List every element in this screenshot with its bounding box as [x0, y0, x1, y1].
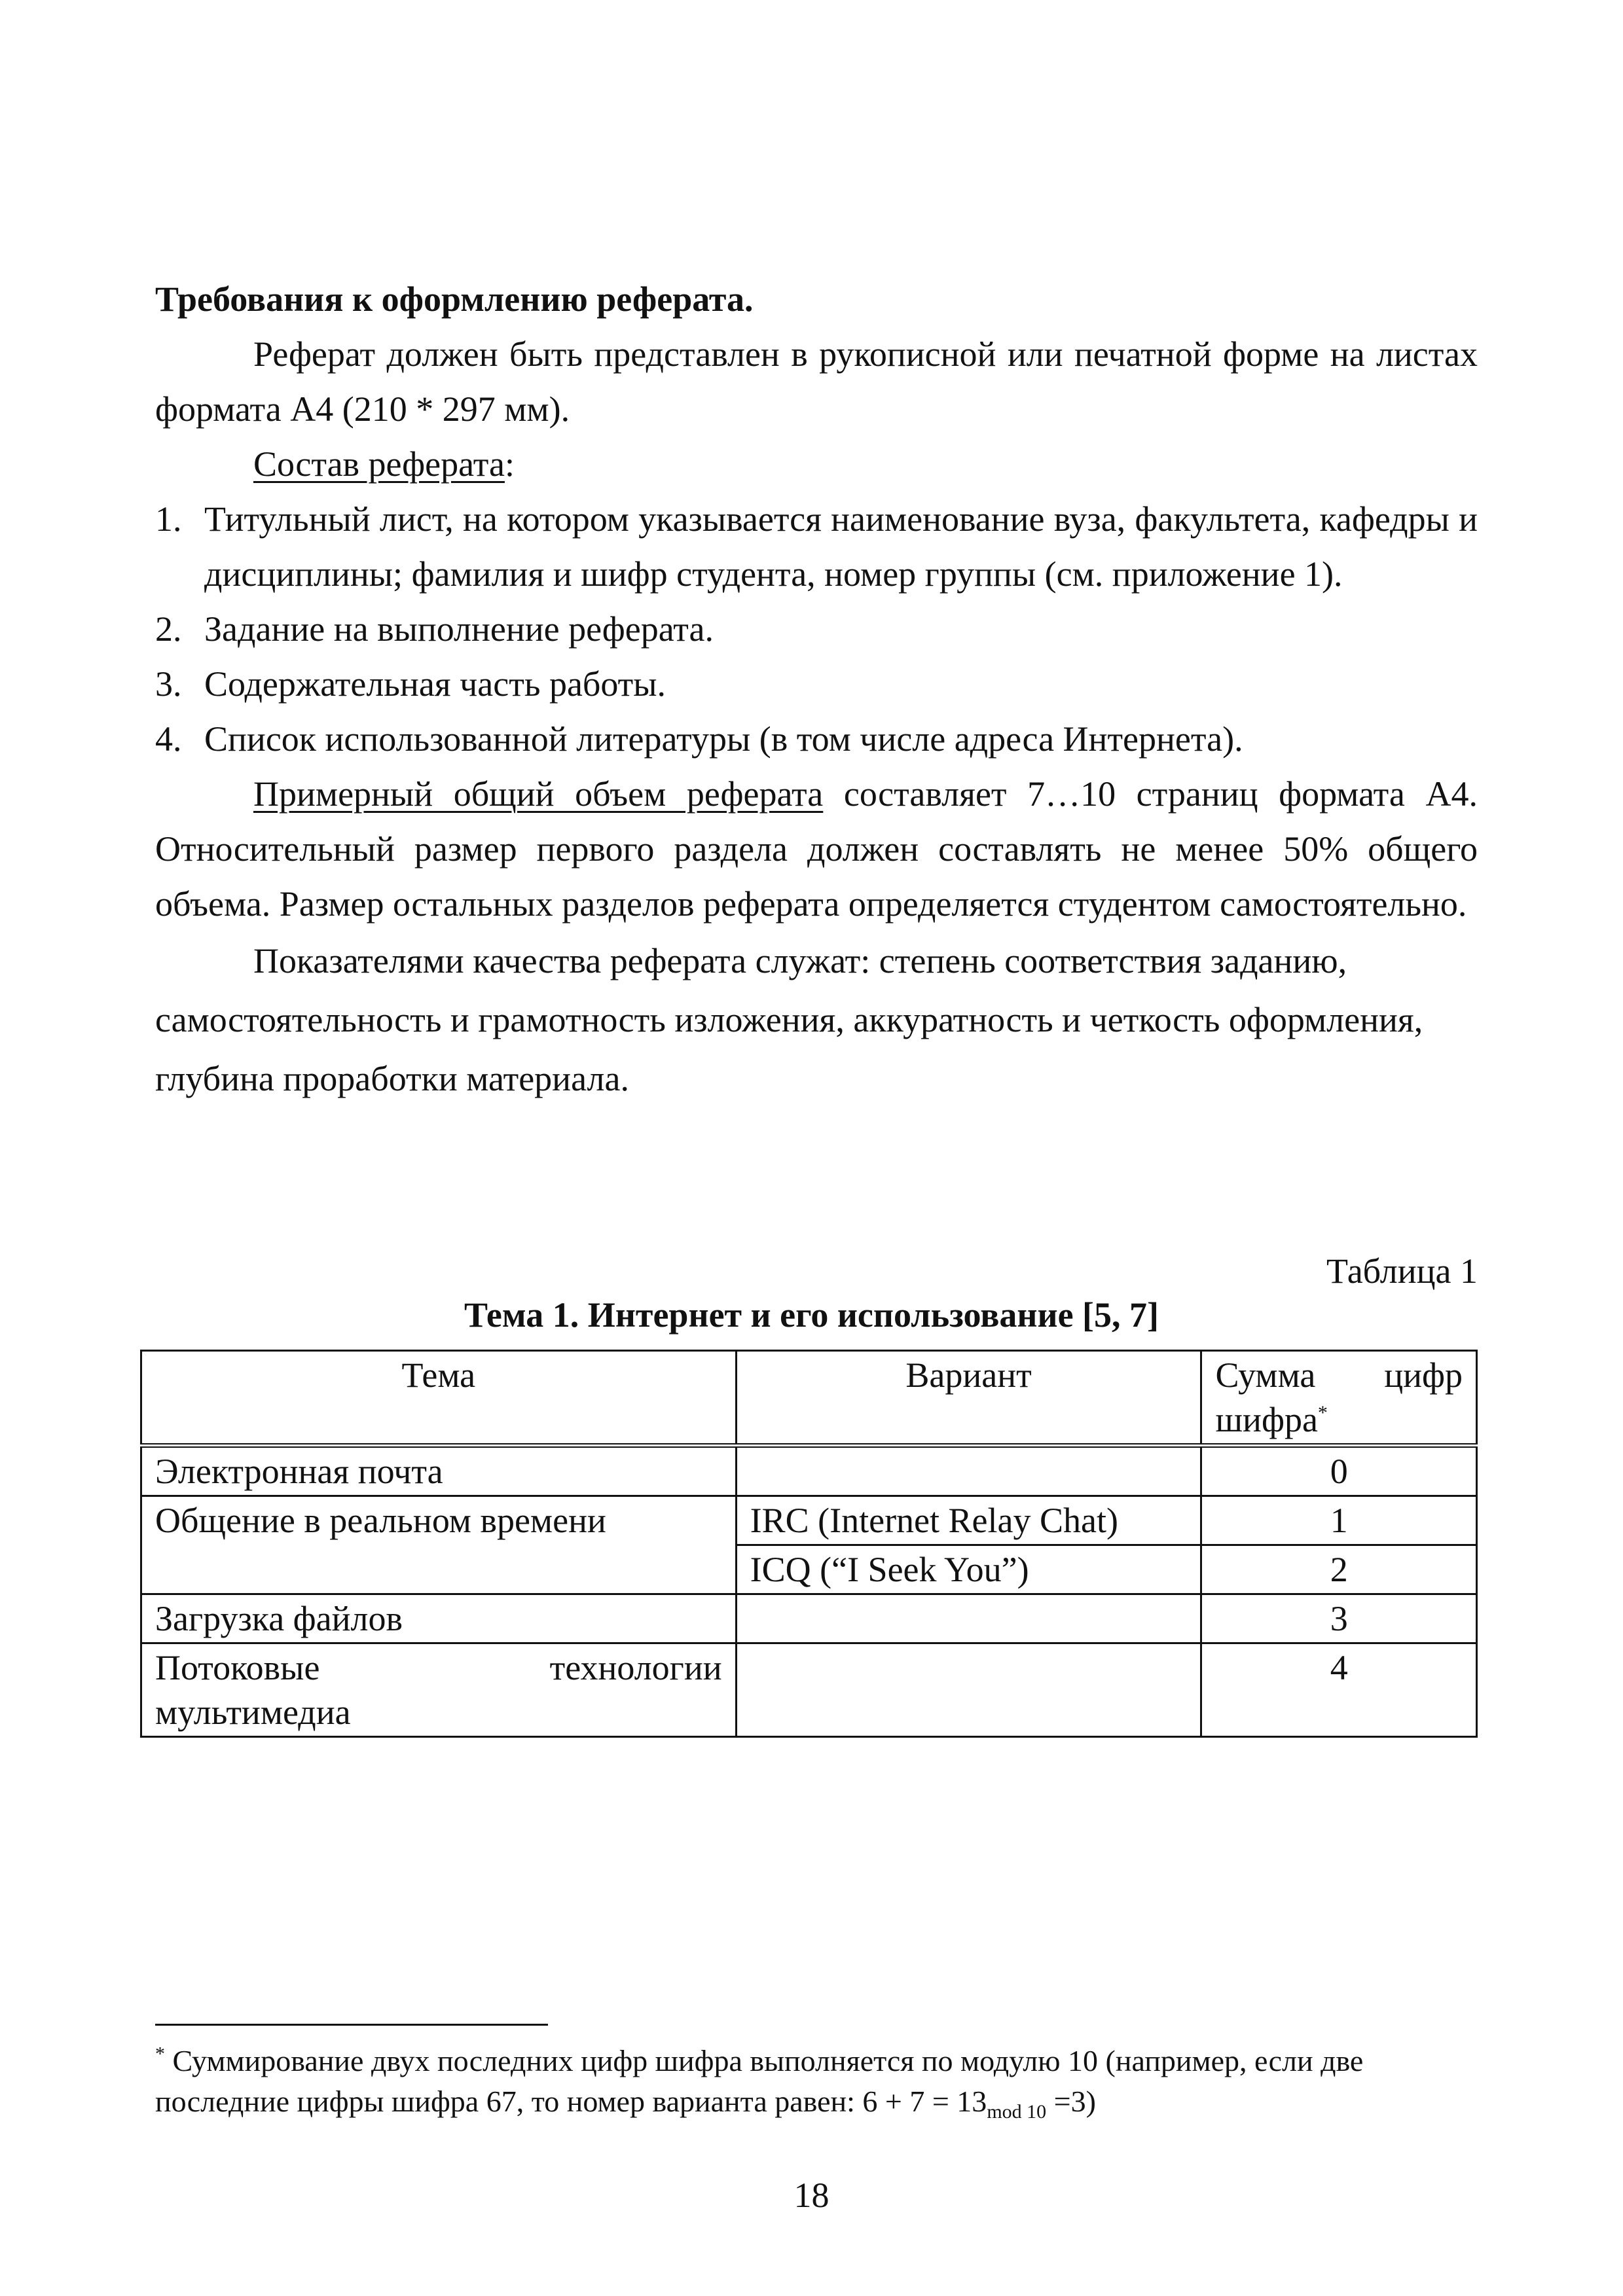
cell-topic [141, 1643, 737, 1737]
composition-heading [155, 437, 1478, 492]
table-row [141, 1594, 1477, 1643]
list-item [155, 711, 1478, 766]
composition-label: Состав реферата [253, 444, 505, 484]
cell-variant [736, 1446, 1201, 1496]
volume-label: Примерный общий объем реферата [253, 774, 824, 814]
list-item [155, 601, 1478, 656]
table-row [141, 1446, 1477, 1496]
table-label: Таблица 1 [1326, 1251, 1478, 1291]
footnote-separator [155, 2024, 548, 2026]
list-item [155, 492, 1478, 601]
cell-topic-line1: Потоковые технологии [155, 1648, 722, 1687]
header-sum [1201, 1351, 1477, 1446]
list-item-text: Задание на выполнение реферата. [204, 609, 714, 649]
list-item [155, 656, 1478, 711]
footnote-mark: * [155, 2043, 165, 2065]
footnote-mark: * [1317, 1402, 1328, 1424]
cell-sum: 1 [1201, 1496, 1477, 1545]
volume-text: составляет 7…10 страниц формата А4. Относительный размер первого раздела должен составлять не менее 50% общего объема. Размер остальных разделов реферата определяется студентом самостоятельно. [155, 774, 1478, 924]
list-item-number: 3. [155, 664, 182, 704]
list-item-number: 1. [155, 499, 182, 539]
cell-sum: 2 [1201, 1545, 1477, 1594]
section-heading: Требования к оформлению реферата. [155, 279, 754, 319]
footnote-text: Суммирование двух последних цифр шифра выполняется по модулю 10 (например, если две последние цифры шифра 67, то номер варианта равен: 6 + 7 = 13 [155, 2044, 1364, 2118]
list-item-number: 2. [155, 609, 182, 649]
table-row [141, 1496, 1477, 1545]
cell-sum: 0 [1201, 1446, 1477, 1496]
cell-sum: 4 [1201, 1643, 1477, 1737]
intro-paragraph: Реферат должен быть представлен в рукописной или печатной форме на листах формата А4 (210 * 297 мм). [155, 334, 1478, 429]
list-item-text: Список использованной литературы (в том числе адреса Интернета). [204, 719, 1243, 759]
topics-table [140, 1350, 1478, 1738]
header-sum-line1: Сумма цифр [1215, 1355, 1463, 1395]
cell-variant: IRC (Internet Relay Chat) [736, 1496, 1201, 1545]
header-topic: Тема [141, 1351, 737, 1446]
table-title: Тема 1. Интернет и его использование [5, 7] [464, 1295, 1159, 1335]
page-number: 18 [793, 2176, 830, 2215]
list-item-text: Титульный лист, на котором указывается наименование вуза, факультета, кафедры и дисциплины; фамилия и шифр студента, номер группы (см. приложение 1). [204, 499, 1478, 594]
quality-paragraph: Показателями качества реферата служат: степень соответствия заданию, самостоятельность и грамотность изложения, аккуратность и четкость оформления, глубина проработки материала. [155, 941, 1423, 1098]
volume-paragraph [155, 766, 1478, 931]
footnote-subscript: mod 10 [987, 2101, 1047, 2123]
cell-variant [736, 1643, 1201, 1737]
cell-variant [736, 1594, 1201, 1643]
header-sum-line2: шифра [1215, 1400, 1318, 1439]
body-text [155, 327, 1478, 1108]
composition-suffix: : [504, 444, 515, 484]
footnote [155, 2041, 1478, 2122]
cell-topic-line2: мультимедиа [155, 1693, 351, 1732]
composition-list [155, 492, 1478, 766]
cell-sum: 3 [1201, 1594, 1477, 1643]
cell-variant: ICQ (“I Seek You”) [736, 1545, 1201, 1594]
cell-topic: Загрузка файлов [141, 1594, 737, 1643]
footnote-tail: =3) [1046, 2085, 1096, 2118]
list-item-text: Содержательная часть работы. [204, 664, 666, 704]
table-header-row [141, 1351, 1477, 1446]
table-row [141, 1643, 1477, 1737]
cell-topic: Электронная почта [141, 1446, 737, 1496]
cell-topic: Общение в реальном времени [141, 1496, 737, 1594]
header-variant: Вариант [736, 1351, 1201, 1446]
list-item-number: 4. [155, 719, 182, 759]
